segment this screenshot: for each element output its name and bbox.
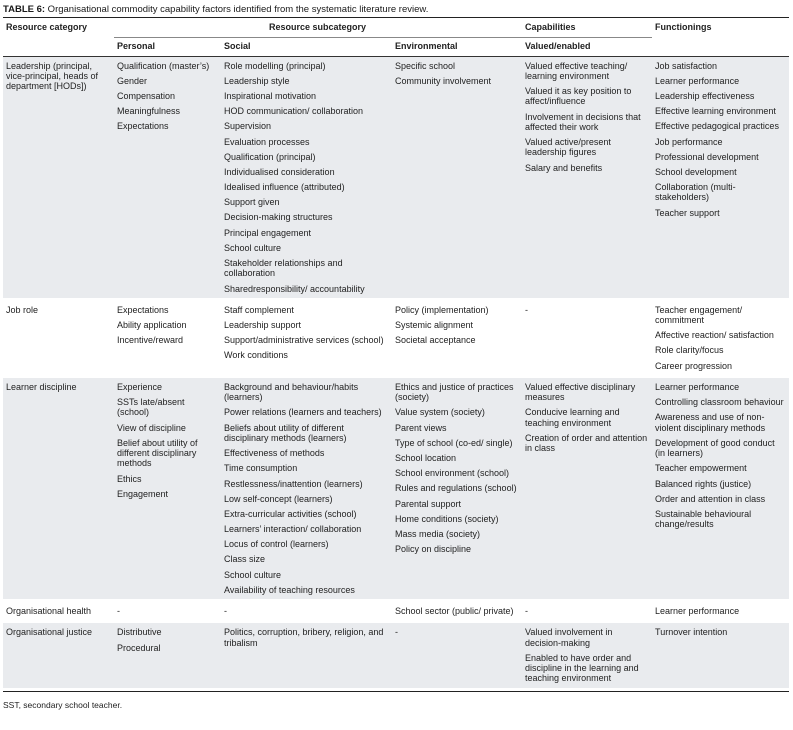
social-item: Learners’ interaction/ collaboration xyxy=(224,524,362,535)
cell-functionings xyxy=(652,601,789,622)
table-row xyxy=(3,376,789,600)
environmental-item: Parent views xyxy=(395,422,447,433)
social-item: Principal engagement xyxy=(224,227,312,238)
cell-functionings xyxy=(652,376,789,600)
cell-capabilities xyxy=(522,376,652,600)
social-item: Support/administrative services (school) xyxy=(224,335,384,346)
environmental-item: Home conditions (society) xyxy=(395,513,499,524)
environmental-item: Community involvement xyxy=(395,75,492,86)
table-label: TABLE 6: xyxy=(3,4,46,15)
cell-category: Learner discipline xyxy=(3,376,114,600)
environmental-item: School environment (school) xyxy=(395,468,510,479)
personal-item: Ethics xyxy=(117,473,142,484)
capabilities-item: Valued effective disciplinary measures xyxy=(525,381,636,403)
cell-personal xyxy=(114,601,221,622)
table-caption xyxy=(3,3,789,16)
functionings-item: Awareness and use of non-violent disciplinary methods xyxy=(655,412,766,433)
functionings-item: Leadership effectiveness xyxy=(655,90,755,101)
header-social: Social xyxy=(221,38,392,56)
functionings-item: Professional development xyxy=(655,151,759,162)
environmental-item: Type of school (co-ed/ single) xyxy=(395,437,513,448)
header-resource-category: Resource category xyxy=(3,18,114,56)
environmental-item: Rules and regulations (school) xyxy=(395,483,517,494)
environmental-item: Systemic alignment xyxy=(395,320,474,330)
header-valued-enabled: Valued/enabled xyxy=(522,38,652,56)
cell-functionings xyxy=(652,622,789,689)
header-functionings: Functionings xyxy=(652,18,789,56)
social-item: Leadership support xyxy=(224,320,302,330)
personal-item: - xyxy=(117,606,120,617)
cell-capabilities xyxy=(522,622,652,689)
functionings-item: Job satisfaction xyxy=(655,60,718,71)
personal-item: SSTs late/absent (school) xyxy=(117,397,185,418)
cell-environmental xyxy=(392,601,522,622)
social-item: Role modelling (principal) xyxy=(224,60,326,71)
social-item: Leadership style xyxy=(224,75,290,86)
functionings-item: Teacher engagement/ commitment xyxy=(655,304,743,326)
environmental-item: Policy (implementation) xyxy=(395,304,489,315)
functionings-item: Learner performance xyxy=(655,606,740,617)
header-resource-subcategory: Resource subcategory xyxy=(114,18,522,38)
table-figure xyxy=(3,3,789,710)
environmental-item: Specific school xyxy=(395,60,456,71)
capabilities-item: - xyxy=(525,606,529,617)
functionings-item: Learner performance xyxy=(655,381,740,392)
functionings-item: Job performance xyxy=(655,136,723,147)
capabilities-item: Salary and benefits xyxy=(525,162,603,173)
social-item: Sharedresponsibility/ accountability xyxy=(224,283,365,294)
cell-social xyxy=(221,56,392,299)
environmental-item: Parental support xyxy=(395,498,462,509)
social-item: Availability of teaching resources xyxy=(224,584,355,595)
personal-item: Engagement xyxy=(117,488,169,499)
social-item: Individualised consideration xyxy=(224,166,335,177)
cell-category: Organisational justice xyxy=(3,622,114,689)
environmental-item: Ethics and justice of practices (society) xyxy=(395,381,514,403)
cell-category: Job role xyxy=(3,299,114,376)
functionings-item: Collaboration (multi-stakeholders) xyxy=(655,182,736,203)
capabilities-item: Valued effective teaching/ learning environment xyxy=(525,60,628,81)
social-item: Decision-making structures xyxy=(224,212,333,223)
functionings-item: Sustainable behavioural change/results xyxy=(655,508,752,530)
cell-functionings xyxy=(652,56,789,299)
social-item: Beliefs about utility of different disciplinary methods (learners) xyxy=(224,422,347,443)
functionings-item: Development of good conduct (in learners) xyxy=(655,437,775,459)
functionings-item: Controlling classroom behaviour xyxy=(655,397,784,408)
personal-item: Gender xyxy=(117,75,148,86)
cell-capabilities xyxy=(522,299,652,376)
social-item: Idealised influence (attributed) xyxy=(224,182,345,193)
capabilities-item: Valued active/present leadership figures xyxy=(525,137,611,158)
functionings-item: School development xyxy=(655,166,737,177)
environmental-item: Policy on discipline xyxy=(395,544,472,555)
functionings-item: Effective pedagogical practices xyxy=(655,121,779,132)
functionings-item: Order and attention in class xyxy=(655,493,766,504)
environmental-item: - xyxy=(395,627,398,638)
personal-item: Ability application xyxy=(117,320,187,330)
capability-table xyxy=(3,18,789,691)
cell-functionings xyxy=(652,299,789,376)
social-item: Work conditions xyxy=(224,350,288,361)
personal-item: Belief about utility of different disciplinary methods xyxy=(117,437,198,469)
social-item: Support given xyxy=(224,197,280,208)
social-item: Politics, corruption, bribery, religion, and tribalism xyxy=(224,627,384,648)
functionings-item: Teacher empowerment xyxy=(655,463,747,474)
functionings-item: Career progression xyxy=(655,360,733,371)
social-item: Power relations (learners and teachers) xyxy=(224,407,382,418)
header-personal: Personal xyxy=(114,38,221,56)
social-item: Low self-concept (learners) xyxy=(224,493,333,504)
social-item: HOD communication/ collaboration xyxy=(224,106,364,117)
cell-social xyxy=(221,622,392,689)
social-item: Effectiveness of methods xyxy=(224,448,325,459)
cell-category: Leadership (principal, vice-principal, heads of department [HODs]) xyxy=(3,56,114,299)
table-body xyxy=(3,56,789,689)
table-row xyxy=(3,622,789,689)
social-item: Background and behaviour/habits (learners) xyxy=(224,381,359,403)
cell-social xyxy=(221,299,392,376)
personal-item: Expectations xyxy=(117,304,169,315)
cell-personal xyxy=(114,299,221,376)
bottom-rule xyxy=(3,691,789,692)
functionings-item: Role clarity/focus xyxy=(655,345,724,356)
social-item: School culture xyxy=(224,569,282,580)
cell-social xyxy=(221,376,392,600)
personal-item: Incentive/reward xyxy=(117,335,184,346)
capabilities-item: Enabled to have order and discipline in the learning and teaching environment xyxy=(525,652,639,684)
environmental-item: Mass media (society) xyxy=(395,528,481,539)
environmental-item: Value system (society) xyxy=(395,407,485,418)
capabilities-item: Valued it as key position to affect/influence xyxy=(525,86,632,107)
functionings-item: Balanced rights (justice) xyxy=(655,478,752,489)
functionings-item: Learner performance xyxy=(655,75,740,86)
personal-item: Meaningfulness xyxy=(117,106,181,117)
personal-item: Experience xyxy=(117,381,163,392)
functionings-item: Turnover intention xyxy=(655,627,728,638)
capabilities-item: Valued involvement in decision-making xyxy=(525,627,613,648)
environmental-item: Societal acceptance xyxy=(395,335,476,346)
social-item: Evaluation processes xyxy=(224,136,310,147)
cell-personal xyxy=(114,376,221,600)
social-item: Locus of control (learners) xyxy=(224,539,329,550)
cell-environmental xyxy=(392,299,522,376)
cell-environmental xyxy=(392,376,522,600)
cell-capabilities xyxy=(522,601,652,622)
social-item: Qualification (principal) xyxy=(224,151,316,162)
header-environmental: Environmental xyxy=(392,38,522,56)
capabilities-item: Conducive learning and teaching environment xyxy=(525,407,620,428)
environmental-item: School location xyxy=(395,453,457,464)
cell-personal xyxy=(114,622,221,689)
environmental-item: School sector (public/ private) xyxy=(395,606,514,617)
social-item: Stakeholder relationships and collaboration xyxy=(224,258,343,279)
functionings-item: Teacher support xyxy=(655,207,720,218)
social-item: - xyxy=(224,606,227,617)
header-capabilities: Capabilities xyxy=(522,18,652,38)
cell-environmental xyxy=(392,622,522,689)
personal-item: Distributive xyxy=(117,627,162,638)
personal-item: Procedural xyxy=(117,642,161,653)
social-item: Time consumption xyxy=(224,463,298,474)
table-row xyxy=(3,299,789,376)
personal-item: Expectations xyxy=(117,121,169,132)
cell-social xyxy=(221,601,392,622)
functionings-item: Effective learning environment xyxy=(655,106,776,117)
cell-environmental xyxy=(392,56,522,299)
cell-category: Organisational health xyxy=(3,601,114,622)
cell-capabilities xyxy=(522,56,652,299)
social-item: Staff complement xyxy=(224,304,294,315)
table-row xyxy=(3,56,789,299)
cell-personal xyxy=(114,56,221,299)
social-item: Restlessness/inattention (learners) xyxy=(224,478,363,489)
social-item: Supervision xyxy=(224,121,272,132)
personal-item: View of discipline xyxy=(117,422,186,433)
table-row xyxy=(3,601,789,622)
functionings-item: Affective reaction/ satisfaction xyxy=(655,330,774,341)
social-item: Inspirational motivation xyxy=(224,90,317,101)
table-title: Organisational commodity capability factors identified from the systematic literature review. xyxy=(45,4,429,15)
social-item: Class size xyxy=(224,554,266,565)
table-footnote: SST, secondary school teacher. xyxy=(3,699,123,710)
personal-item: Compensation xyxy=(117,90,176,101)
capabilities-item: - xyxy=(525,304,529,315)
capabilities-item: Involvement in decisions that affected their work xyxy=(525,111,641,132)
social-item: Extra-curricular activities (school) xyxy=(224,508,357,519)
header-row-1 xyxy=(3,18,789,38)
capabilities-item: Creation of order and attention in class xyxy=(525,432,648,454)
social-item: School culture xyxy=(224,242,282,253)
personal-item: Qualification (master’s) xyxy=(117,60,210,71)
